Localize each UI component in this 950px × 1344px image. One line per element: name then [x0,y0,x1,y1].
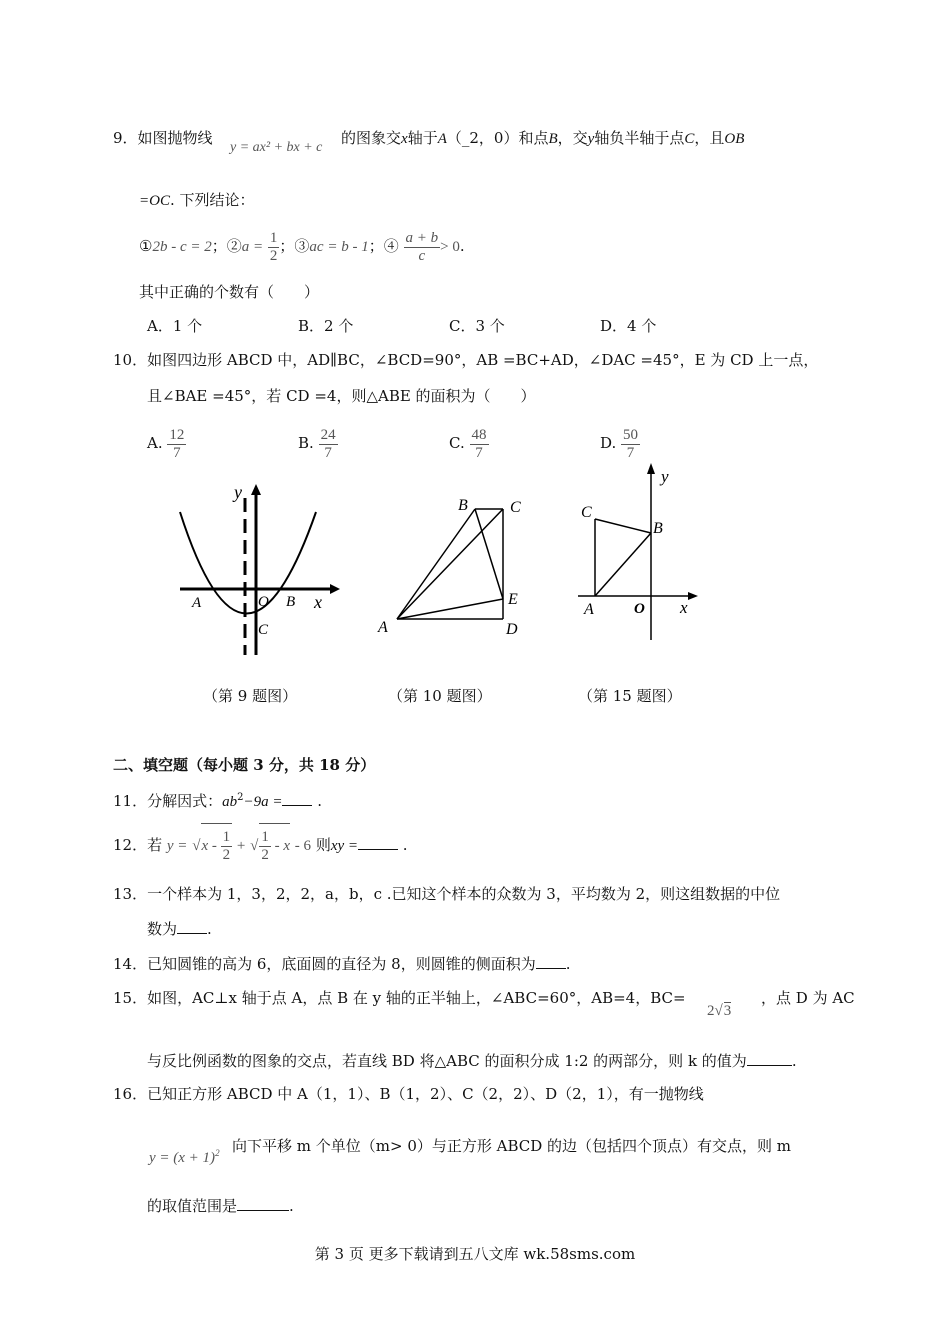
q11: 11．分解因式：$ab^2-9a$ = . [113,792,323,810]
fig9-y-arrow [251,484,261,495]
page-footer: 第 3 页 更多下载请到五八文库 wk.58sms.com [314,1245,636,1263]
figure-15 [570,460,710,645]
section-2-title: 二、填空题（每小题 3 分，共 18 分） [113,756,376,774]
q9-line1-rest: 的图象交x轴于A（_2，0）和点B，交y轴负半轴于点C，且OB [341,129,745,147]
q16-line2: 向下平移 m 个单位（m> 0）与正方形 ABCD 的边（包括四个顶点）有交点，则 m [232,1137,792,1155]
q10-line1: 10．如图四边形 ABCD 中，AD∥BC，∠BCD=90°，AB =BC+AD，∠DAC =45°，E 为 CD 上一点， [113,351,819,369]
q14-answer-blank[interactable] [536,968,566,969]
q9-conclusions: ①2b - c = 2；②a = $\frac{1}{2}$ ；③ac = b - 1；④ $\frac{a + b}{c}$ > 0. [139,229,465,264]
fig15-label-a: A [584,601,594,618]
q10-option-a: A. $\frac{12}{7}$ [147,426,185,461]
q10-option-b: B. $\frac{24}{7}$ [298,426,336,461]
q15-line2: 与反比例函数的图象的交点，若直线 BD 将△ABC 的面积分成 1:2 的两部分，则 k 的值为 . [147,1052,797,1070]
q9-line1: 9．如图抛物线 [113,129,213,147]
q14: 14．已知圆锥的高为 6，底面圆的直径为 8，则圆锥的侧面积为 . [113,955,571,973]
fig10-label-b: B [458,497,468,514]
q16-formula: $y = (x + 1)^2$ [149,1148,220,1166]
q11-answer-blank[interactable] [282,805,312,806]
fig10-label-e: E [508,591,518,608]
fig9-label-x: x [314,592,322,612]
fig10-side-ab [397,509,475,619]
q13-line1: 13．一个样本为 1，3，2，2，a，b，c .已知这个样本的众数为 3，平均数为 2，则这组数据的中位 [113,885,781,903]
q15-line1-tail: ，点 D 为 AC [761,989,855,1007]
figure-9 [170,480,340,660]
q15-bc-value: 2√3 [707,1003,732,1019]
fig15-label-c: C [581,504,592,521]
fig10-caption: （第 10 题图） [388,687,492,705]
q10-option-d: D. $\frac{50}{7}$ [600,426,639,461]
fig9-label-a: A [192,595,202,611]
q10-line2: 且∠BAE =45°，若 CD =4，则△ABE 的面积为（ ） [147,387,536,405]
q9-option-b: B．2 个 [298,317,354,335]
q13-answer-blank[interactable] [177,933,207,934]
q12: 12．若 y = √x - $\frac{1}{2}$ + √ $\frac{1}{2}$ - x - 6 则xy = . [113,823,408,867]
q9-formula: y = ax² + bx + c [230,140,323,155]
fig15-x-arrow [688,592,698,600]
q12-answer-blank[interactable] [358,849,398,850]
q15-line1: 15．如图，AC⊥x 轴于点 A，点 B 在 y 轴的正半轴上，∠ABC=60°，AB=4，BC= [113,989,686,1007]
q16-line3: 的取值范围是 . [147,1197,294,1215]
fig9-label-o: O [258,594,269,610]
fig10-label-a: A [378,619,388,636]
fig10-label-d: D [506,621,518,638]
q13-line2: 数为 . [147,920,212,938]
q9-option-a: A．1 个 [147,317,203,335]
q16-answer-blank[interactable] [237,1210,289,1211]
fig15-side-ab [595,533,651,596]
fig15-label-y: y [661,467,669,486]
q10-option-c: C. $\frac{48}{7}$ [449,426,487,461]
fig9-label-c: C [258,622,269,638]
fig15-side-cb [595,519,651,533]
fig9-x-arrow [330,584,340,594]
fig9-label-b: B [286,594,296,610]
fig15-label-o: O [634,601,645,617]
fig15-caption: （第 15 题图） [578,687,682,705]
fig15-y-arrow [647,463,655,474]
figure-10 [370,490,540,650]
fig9-label-y: y [234,482,242,502]
q9-option-d: D．4 个 [600,317,657,335]
q9-ask: 其中正确的个数有（ ） [139,283,320,301]
q9-line2: =OC. 下列结论： [139,191,255,209]
fig9-caption: （第 9 题图） [203,687,298,705]
q16-line1: 16．已知正方形 ABCD 中 A（1，1）、B（1，2）、C（2，2）、D（2，1），有一抛物线 [113,1085,704,1103]
fig10-label-c: C [510,499,521,516]
fig15-label-x: x [680,598,688,617]
q15-answer-blank[interactable] [747,1065,792,1066]
q9-option-c: C．3 个 [449,317,505,335]
fig15-label-b: B [653,520,663,537]
